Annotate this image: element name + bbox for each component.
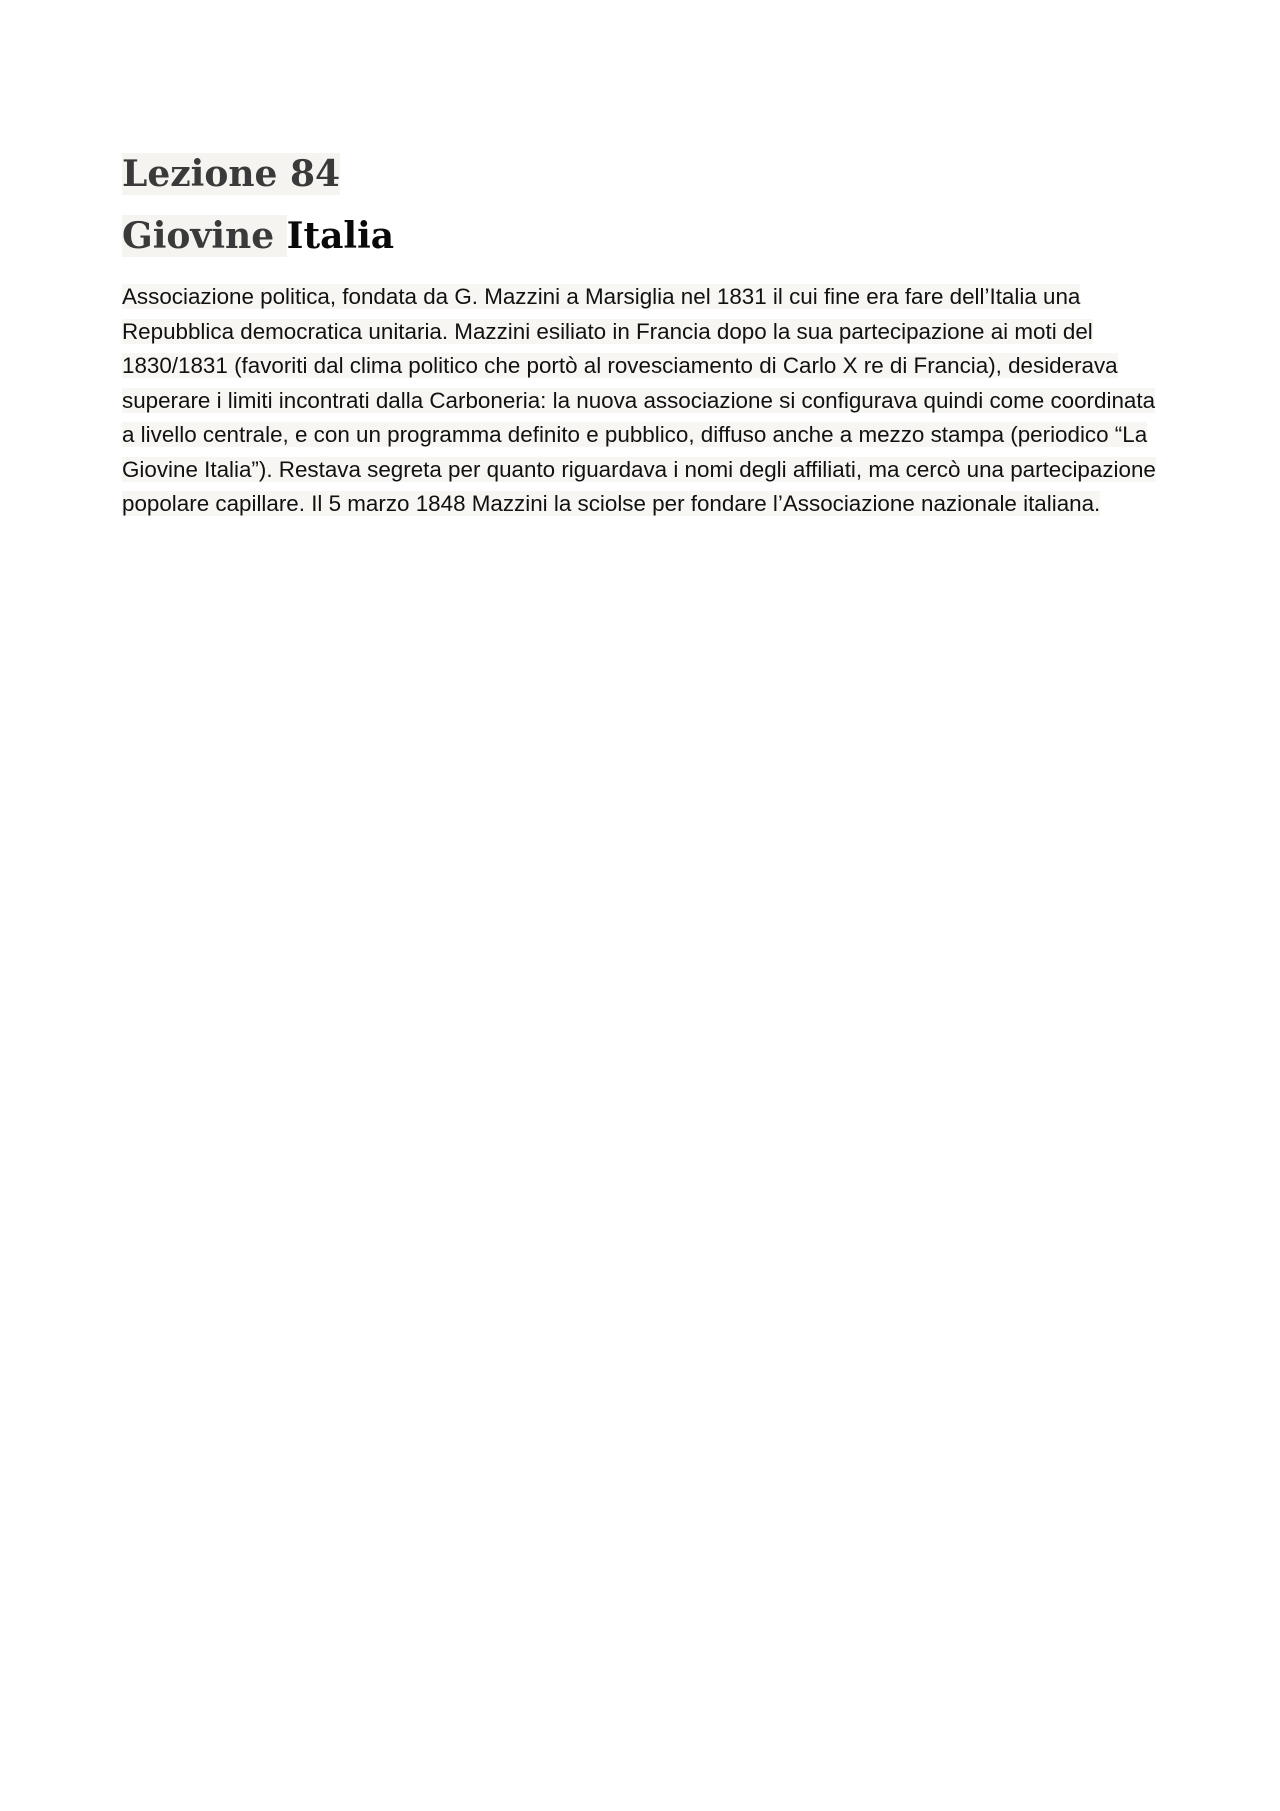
topic-title-second-word: Italia [286,215,395,257]
topic-title [122,210,1162,262]
topic-title-first-word: Giovine [122,215,287,257]
body-paragraph [122,280,1162,522]
document-content [122,148,1162,522]
lesson-title [122,148,1162,200]
lesson-title-text: Lezione 84 [122,153,341,195]
body-paragraph-text: Associazione politica, fondata da G. Mazzini a Marsiglia nel 1831 il cui fine era fare dell’Italia una Repubblica democratica unitaria. Mazzini esiliato in Francia dopo la sua partecipazione ai moti del 1830/1831 (favoriti dal clima politico che portò al rovesciamento di Carlo X re di Francia), desiderava superare i limiti incontrati dalla Carboneria: la nuova associazione si configurava quindi come coordinata a livello centrale, e con un programma definito e pubblico, diffuso anche a mezzo stampa (periodico “La Giovine Italia”). Restava segreta per quanto riguardava i nomi degli affiliati, ma cercò una partecipazione popolare capillare. Il 5 marzo 1848 Mazzini la sciolse per fondare l’Associazione nazionale italiana. [122,284,1156,516]
